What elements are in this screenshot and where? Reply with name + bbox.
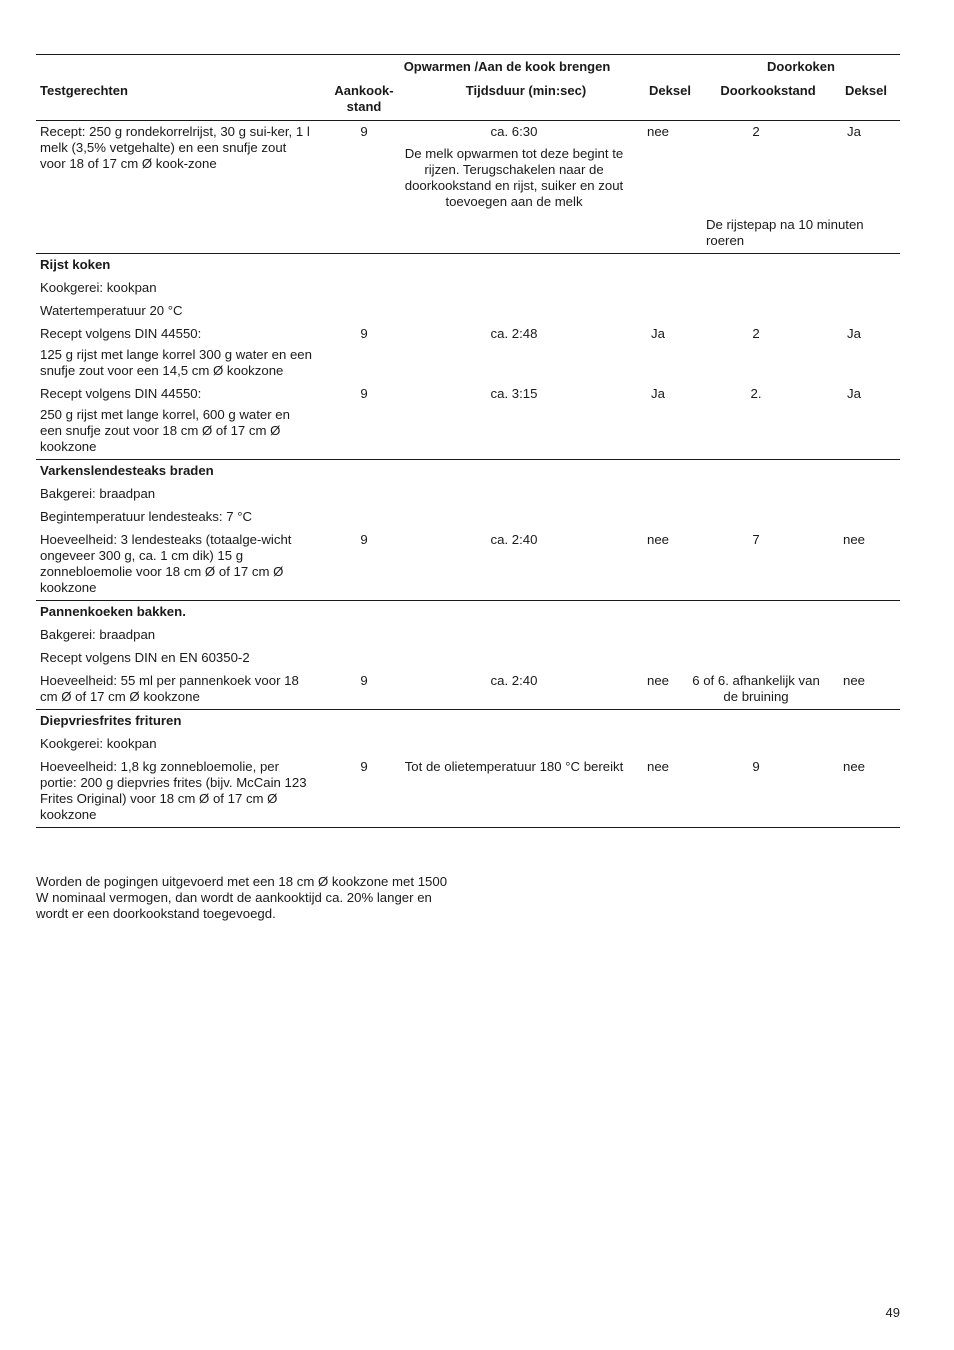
table-row — [36, 759, 900, 823]
table-row — [36, 673, 900, 705]
table-row — [36, 280, 900, 296]
table-row — [36, 303, 900, 319]
header-aankookstand — [324, 83, 404, 115]
deksel-opwarmen-value: Ja — [651, 326, 665, 341]
deksel-opwarmen-value: nee — [646, 532, 669, 547]
aankookstand-value: 9 — [360, 386, 368, 401]
table-row — [36, 650, 900, 666]
section-rijstepap — [36, 121, 900, 253]
table-row — [36, 486, 900, 502]
section-line: Watertemperatuur 20 °C — [40, 303, 183, 318]
section-line: Bakgerei: braadpan — [40, 486, 156, 501]
table-header — [36, 55, 900, 120]
deksel-opwarmen-value: nee — [646, 759, 669, 774]
table-row — [36, 713, 900, 729]
header-aankookstand-line1: Aankook- — [334, 83, 394, 98]
stir-note: De rijstepap na 10 minuten roeren — [706, 217, 864, 248]
table-bottom-rule — [36, 827, 900, 828]
header-aankookstand-line2: stand — [346, 99, 382, 114]
section-line: Bakgerei: braadpan — [40, 627, 156, 642]
section-line: Kookgerei: kookpan — [40, 736, 157, 751]
aankookstand-value: 9 — [360, 124, 368, 139]
section-title: Varkenslendesteaks braden — [40, 463, 214, 478]
recipe-description: Hoeveelheid: 55 ml per pannenkoek voor 18 cm Ø of 17 cm Ø kookzone — [40, 673, 299, 704]
doorkookstand-value: 9 — [752, 759, 760, 774]
section-line: Recept volgens DIN en EN 60350-2 — [40, 650, 250, 665]
tijdsduur-value: ca. 6:30 — [490, 124, 538, 139]
header-group-opwarmen: Opwarmen /Aan de kook brengen — [403, 59, 611, 74]
table-row — [36, 407, 900, 455]
section-line: Kookgerei: kookpan — [40, 280, 157, 295]
section-rijst-koken — [36, 254, 900, 459]
tijdsduur-note: De melk opwarmen tot deze begint te rijzen. Terugschakelen naar de doorkookstand en rijst, suiker en zout toevoegen aan de melk — [404, 146, 624, 209]
aankookstand-value: 9 — [360, 326, 368, 341]
header-deksel-opwarmen: Deksel — [649, 83, 691, 98]
section-title: Pannenkoeken bakken. — [40, 604, 186, 619]
doorkookstand-value: 2. — [750, 386, 762, 401]
section-line: Begintemperatuur lendesteaks: 7 °C — [40, 509, 252, 524]
footnote: Worden de pogingen uitgevoerd met een 18 cm Ø kookzone met 1500 W nominaal vermogen, dan wordt de aankooktijd ca. 20% langer en wordt er een doorkookstand toegevoegd. — [36, 874, 448, 921]
table-row — [36, 463, 900, 479]
table-row — [36, 627, 900, 643]
doorkookstand-value: 2 — [752, 326, 760, 341]
doorkookstand-value: 2 — [752, 124, 760, 139]
recipe-description: Hoeveelheid: 1,8 kg zonnebloemolie, per portie: 200 g diepvries frites (bijv. McCain 123 Frites Original) voor 18 cm Ø of 17 cm Ø kookzone — [40, 759, 307, 822]
header-group-doorkoken: Doorkoken — [767, 59, 835, 74]
deksel-doorkoken-value: nee — [842, 673, 865, 688]
aankookstand-value: 9 — [360, 673, 368, 688]
recipe-description: 125 g rijst met lange korrel 300 g water en een snufje zout voor een 14,5 cm Ø kookzone — [40, 347, 312, 378]
doorkookstand-value: 6 of 6. afhankelijk van de bruining — [692, 673, 820, 704]
table-row — [36, 386, 900, 402]
table-row — [36, 347, 900, 379]
section-title: Rijst koken — [40, 257, 111, 272]
header-deksel-doorkoken: Deksel — [845, 83, 887, 98]
test-table — [36, 54, 900, 828]
table-row — [36, 257, 900, 273]
recipe-description: 250 g rijst met lange korrel, 600 g water en een snufje zout voor 18 cm Ø of 17 cm Ø kookzone — [40, 407, 290, 454]
aankookstand-value: 9 — [360, 759, 368, 774]
header-doorkookstand: Doorkookstand — [720, 83, 816, 98]
table-row — [36, 124, 900, 210]
section-pannenkoeken — [36, 601, 900, 709]
section-title: Diepvriesfrites frituren — [40, 713, 182, 728]
header-testgerechten: Testgerechten — [40, 83, 128, 98]
recipe-label: Recept volgens DIN 44550: — [40, 386, 202, 401]
table-row — [36, 326, 900, 342]
recipe-description: Hoeveelheid: 3 lendesteaks (totaalge-wicht ongeveer 300 g, ca. 1 cm dik) 15 g zonnebloemolie voor 18 cm Ø of 17 cm Ø kookzone — [40, 532, 292, 595]
deksel-doorkoken-value: Ja — [847, 386, 861, 401]
tijdsduur-value: ca. 3:15 — [490, 386, 538, 401]
tijdsduur-value: Tot de olietemperatuur 180 °C bereikt — [404, 759, 624, 774]
tijdsduur-value: ca. 2:40 — [490, 673, 538, 688]
deksel-doorkoken-value: nee — [842, 532, 865, 547]
table-row — [36, 509, 900, 525]
deksel-opwarmen-value: nee — [646, 124, 669, 139]
deksel-opwarmen-value: nee — [646, 673, 669, 688]
table-row — [36, 736, 900, 752]
table-row — [36, 532, 900, 596]
header-tijdsduur: Tijdsduur (min:sec) — [465, 83, 587, 98]
tijdsduur-value: ca. 2:48 — [490, 326, 538, 341]
tijdsduur-value: ca. 2:40 — [490, 532, 538, 547]
recipe-rijstepap: Recept: 250 g rondekorrelrijst, 30 g sui-ker, 1 l melk (3,5% vetgehalte) en een snufje zout voor 18 of 17 cm Ø kook-zone — [40, 124, 310, 171]
deksel-doorkoken-value: Ja — [847, 326, 861, 341]
section-varkenslendesteaks — [36, 460, 900, 600]
page-number: 49 — [885, 1305, 900, 1320]
table-row — [36, 604, 900, 620]
tijdsduur-cell — [404, 124, 624, 210]
deksel-doorkoken-value: nee — [842, 759, 865, 774]
deksel-doorkoken-value: Ja — [847, 124, 861, 139]
doorkookstand-value: 7 — [752, 532, 760, 547]
section-diepvriesfrites — [36, 710, 900, 827]
aankookstand-value: 9 — [360, 532, 368, 547]
deksel-opwarmen-value: Ja — [651, 386, 665, 401]
recipe-label: Recept volgens DIN 44550: — [40, 326, 202, 341]
